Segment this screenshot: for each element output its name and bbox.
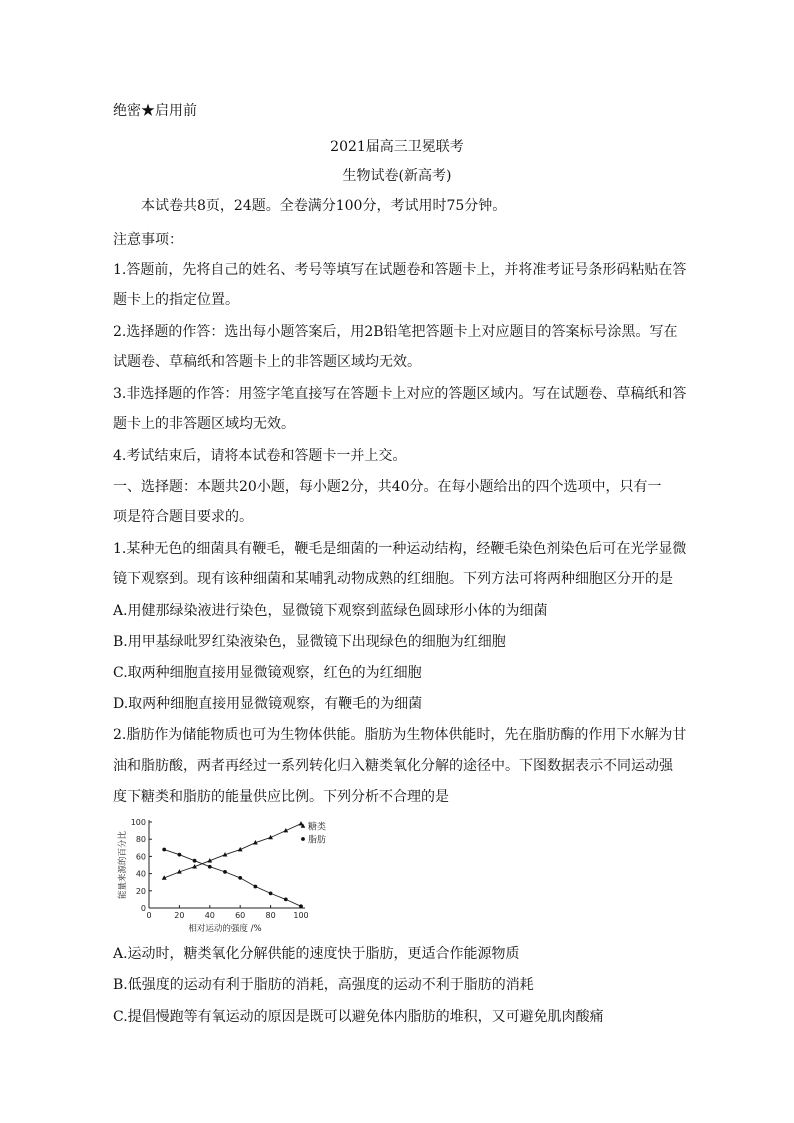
q2-option-c: C.提倡慢跑等有氧运动的原因是既可以避免体内脂肪的堆积，又可避免肌肉酸痛 (113, 1009, 604, 1025)
data-point-fat (178, 853, 182, 857)
data-point-fat (193, 859, 197, 863)
note-line: 1.答题前，先将自己的姓名、考号等填写在试题卷和答题卡上，并将准考证号条形码粘贴在答 (113, 262, 687, 278)
y-tick-label: 40 (135, 869, 146, 879)
y-axis-label: 能量来源的百分比 (118, 830, 128, 900)
note-line: 2.选择题的作答：选出每小题答案后，用2B铅笔把答题卡上对应题目的答案标号涂黑。写在 (113, 324, 678, 340)
note-line: 3.非选择题的作答：用签字笔直接写在答题卡上对应的答题区域内。写在试题卷、草稿纸和答 (113, 386, 687, 402)
legend-marker-fat (301, 837, 305, 841)
data-point-fat (269, 891, 273, 895)
exam-intro: 本试卷共8页，24题。全卷满分100分，考试用时75分钟。 (141, 198, 507, 214)
exam-title: 2021届高三卫冕联考 (330, 139, 464, 155)
section-heading: 一、选择题：本题共20小题，每小题2分，共40分。在每小题给出的四个选项中，只有一 (113, 479, 662, 495)
q1-option-b: B.用甲基绿吡罗红染液染色，显微镜下出现绿色的细胞为红细胞 (113, 634, 506, 650)
q1-option-a: A.用健那绿染液进行染色，显微镜下观察到蓝绿色圆球形小体的为细菌 (113, 603, 548, 619)
q1-option-d: D.取两种细胞直接用显微镜观察，有鞭毛的为细菌 (113, 696, 423, 712)
q1-option-c: C.取两种细胞直接用显微镜观察，红色的为红细胞 (113, 665, 422, 681)
q2-stem: 油和脂肪酸，两者再经过一系列转化归入糖类氧化分解的途径中。下图数据表示不同运动强 (113, 758, 673, 774)
data-point-fat (254, 885, 258, 889)
note-line: 题卡上的非答题区域均无效。 (113, 416, 295, 432)
y-tick-label: 80 (135, 835, 146, 845)
y-tick-label: 60 (135, 852, 146, 862)
x-tick-label: 80 (265, 911, 276, 920)
energy-source-chart (113, 814, 343, 940)
q2-option-b: B.低强度的运动有利于脂肪的消耗，高强度的运动不利于脂肪的消耗 (113, 977, 534, 993)
x-tick-label: 20 (174, 911, 185, 920)
data-point-fat (223, 870, 227, 874)
section-heading-cont: 项是符合题目要求的。 (113, 509, 253, 525)
note-line: 题卡上的指定位置。 (113, 292, 239, 308)
q2-option-a: A.运动时，糖类氧化分解供能的速度快于脂肪，更适合作能源物质 (113, 946, 520, 962)
q2-stem: 度下糖类和脂肪的能量供应比例。下列分析不合理的是 (113, 789, 449, 805)
exam-subtitle: 生物试卷(新高考) (342, 168, 452, 184)
data-point-fat (208, 865, 212, 869)
q1-stem: 1.某种无色的细菌具有鞭毛，鞭毛是细菌的一种运动结构，经鞭毛染色剂染色后可在光学显微 (113, 541, 687, 557)
legend-label: 脂肪 (308, 835, 327, 846)
series-line-sugar (164, 824, 301, 878)
series-line-fat (164, 850, 301, 907)
secrecy-mark: 绝密★启用前 (113, 103, 197, 119)
chart-svg (113, 814, 343, 940)
data-point-fat (238, 876, 242, 880)
q1-stem: 镜下观察到。现有该种细菌和某哺乳动物成熟的红细胞。下列方法可将两种细胞区分开的是 (113, 571, 673, 587)
legend-label: 糖类 (308, 822, 327, 833)
data-point-fat (162, 848, 166, 852)
y-tick-label: 0 (140, 904, 146, 913)
data-point-fat (299, 904, 303, 908)
y-tick-label: 100 (130, 818, 146, 827)
notes-heading: 注意事项： (113, 232, 183, 248)
note-line: 试题卷、草稿纸和答题卡上的非答题区域均无效。 (113, 354, 421, 370)
data-point-fat (284, 898, 288, 902)
x-tick-label: 40 (204, 911, 215, 920)
note-line: 4.考试结束后，请将本试卷和答题卡一并上交。 (113, 448, 407, 464)
y-tick-label: 20 (135, 886, 146, 896)
x-tick-label: 0 (146, 911, 152, 920)
q2-stem: 2.脂肪作为储能物质也可为生物体供能。脂肪为生物体供能时，先在脂肪酶的作用下水解为甘 (113, 727, 687, 743)
x-tick-label: 60 (235, 911, 246, 920)
x-tick-label: 100 (293, 911, 309, 920)
x-axis-label: 相对运动的强度 /% (188, 924, 262, 934)
